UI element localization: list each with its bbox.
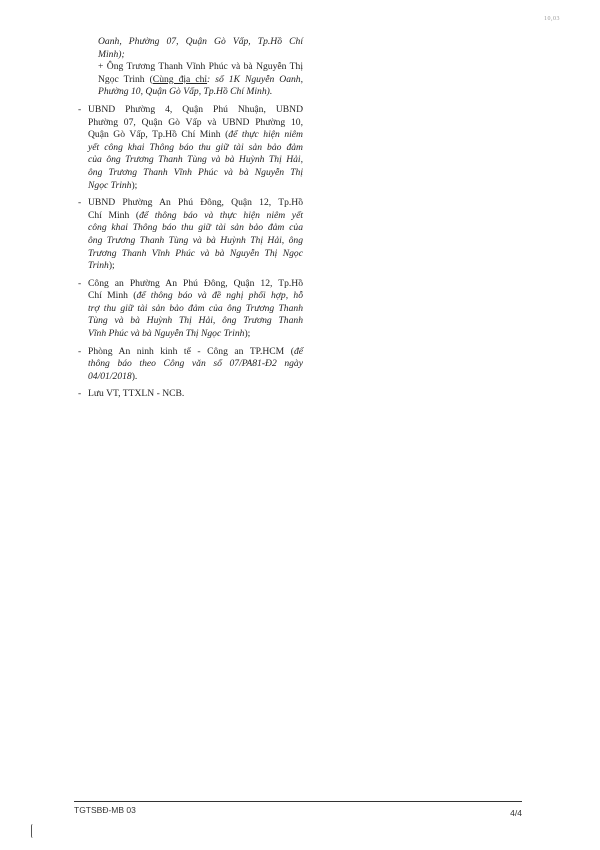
- text-segment: Chí Minh (: [88, 209, 140, 221]
- text-line: Lưu VT, TTXLN - NCB.: [88, 388, 185, 400]
- text-line: Tùng và bà Huỳnh Thị Hải, ông Trương Thanh: [88, 315, 303, 327]
- recipient-item-ubnd-phuong-4: [78, 104, 303, 192]
- text-line: [88, 210, 303, 223]
- text-line: Minh);: [98, 48, 125, 60]
- text-line: của ông Trương Thanh Tùng và bà Huỳnh Thị Hải,: [88, 154, 303, 166]
- recipient-item-ubnd-an-phu-dong: [78, 197, 303, 273]
- text-segment: Ngọc Trinh (: [98, 73, 153, 85]
- text-line: + Ông Trương Thanh Vĩnh Phúc và bà Nguyễn Thị: [98, 61, 303, 73]
- text-line: [88, 371, 303, 384]
- recipient-item-phong-an-ninh-kinh-te: [78, 346, 303, 384]
- text-line: [88, 328, 303, 341]
- text-segment-italic: để: [293, 345, 303, 357]
- text-line: Công an Phường An Phú Đông, Quận 12, Tp.Hồ: [88, 277, 303, 289]
- text-segment: );: [108, 260, 115, 272]
- text-segment-italic: Vĩnh Phúc và bà Nguyễn Thị Ngọc Trinh: [88, 328, 245, 340]
- text-line: thông báo theo Công văn số 07/PA81-Đ2 ngày: [88, 358, 303, 370]
- list-dash: -: [78, 277, 82, 289]
- text-segment: ).: [131, 370, 138, 382]
- recipient-continuation: [78, 36, 303, 99]
- text-line: công khai Thông báo thu giữ tài sản bảo đảm của: [88, 222, 303, 234]
- text-segment-italic: : số 1K Nguyễn Oanh,: [207, 73, 304, 85]
- text-segment: Quận Gò Vấp, Tp.Hồ Chí Minh (: [88, 129, 229, 141]
- footer-doc-code: TGTSBĐ-MB 03: [74, 805, 136, 815]
- text-line: [88, 346, 303, 359]
- text-segment-italic: để thông báo và đề nghị phối hợp, hỗ: [136, 290, 303, 302]
- text-segment-italic: 04/01/2018: [88, 370, 132, 382]
- text-segment: );: [244, 328, 251, 340]
- text-line: yết công khai Thông báo thu giữ tài sản bảo đảm: [88, 141, 303, 153]
- text-line: ông Trương Thanh Tùng và bà Huỳnh Thị Hải, ông: [88, 234, 303, 246]
- scan-edge-mark: [31, 824, 35, 838]
- recipient-list: [78, 36, 303, 406]
- text-line: Phường 10, Quận Gò Vấp, Tp.Hồ Chí Minh).: [98, 86, 273, 98]
- text-line: UBND Phường An Phú Đông, Quận 12, Tp.Hồ: [88, 197, 303, 209]
- text-line: [88, 260, 303, 273]
- recipient-item-cong-an-an-phu-dong: [78, 278, 303, 341]
- recipient-item-luu: [78, 388, 303, 401]
- text-segment-italic: Ngọc Trinh: [88, 179, 132, 191]
- text-line: Phường 07, Quận Gò Vấp và UBND Phường 10,: [88, 116, 303, 128]
- text-line: Oanh, Phường 07, Quận Gò Vấp, Tp.Hồ Chí: [98, 36, 303, 47]
- corner-handwritten-mark: 10,03: [544, 16, 560, 22]
- text-line: ông Trương Thanh Vĩnh Phúc và bà Nguyễn Thị: [88, 166, 303, 178]
- text-line: UBND Phường 4, Quận Phú Nhuận, UBND: [88, 103, 303, 115]
- text-line: Trương Thanh Vĩnh Phúc và bà Nguyễn Thị Ngọc: [88, 247, 303, 259]
- footer-page-number: 4/4: [510, 808, 522, 818]
- list-dash: -: [78, 197, 82, 209]
- footer-divider: [74, 801, 522, 802]
- text-line: [88, 129, 303, 142]
- text-segment: );: [131, 179, 138, 191]
- text-segment-underlined: Cùng địa chỉ: [152, 73, 208, 85]
- text-line: [88, 290, 303, 303]
- text-segment-italic: để thực hiện niêm: [228, 129, 303, 141]
- text-line: [88, 74, 303, 87]
- text-segment-italic: Trinh: [88, 260, 109, 272]
- list-dash: -: [78, 103, 82, 115]
- text-segment-italic: để thông báo và thực hiện niêm yết: [139, 209, 303, 221]
- text-segment: Phòng An ninh kinh tế - Công an TP.HCM (: [88, 345, 294, 357]
- text-segment: Chí Minh (: [88, 290, 137, 302]
- list-dash: -: [78, 388, 82, 400]
- text-line: trợ thu giữ tài sản bảo đảm của ông Trương Thanh: [88, 302, 303, 314]
- text-line: [88, 180, 303, 193]
- list-dash: -: [78, 345, 82, 357]
